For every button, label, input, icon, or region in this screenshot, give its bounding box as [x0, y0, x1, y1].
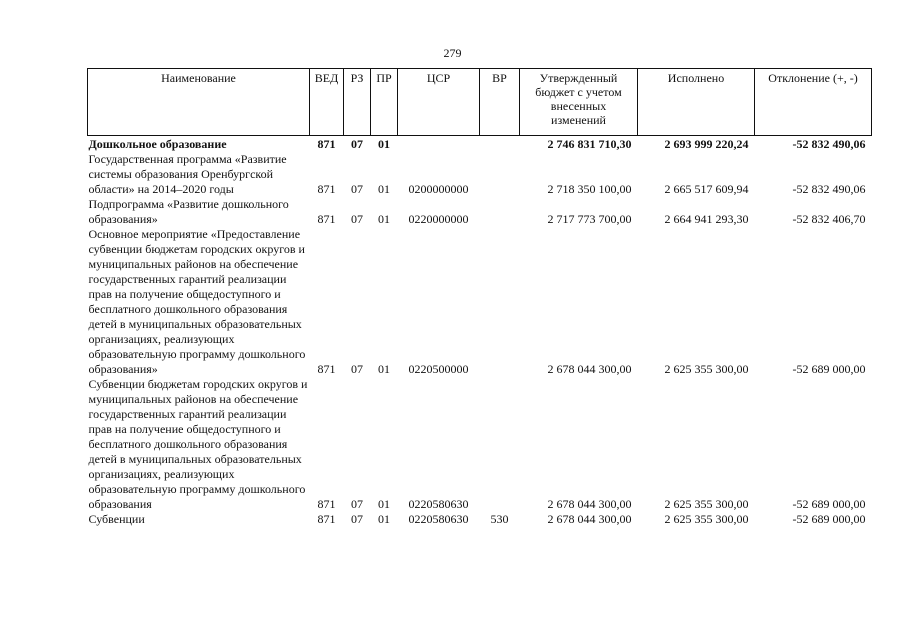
row-ved: 871 [317, 182, 336, 196]
header-executed: Исполнено [638, 69, 755, 136]
row-ved: 871 [317, 497, 336, 511]
row-name: Субвенции бюджетам городских округов и муниципальных районов на обеспечение государственных гарантий реализации прав на получение общедоступного и бесплатного дошкольного образования детей в муниципальных образовательных организациях, реализующих образовательную программу дошкольного образования [88, 377, 308, 511]
row-budget: 2 678 044 300,00 [547, 497, 632, 511]
row-executed: 2 625 355 300,00 [664, 497, 749, 511]
budget-table [87, 68, 872, 527]
row-executed: 2 625 355 300,00 [664, 362, 749, 376]
row-budget: 2 746 831 710,30 [547, 137, 632, 151]
row-deviation: -52 689 000,00 [792, 497, 866, 511]
row-executed: 2 665 517 609,94 [664, 182, 749, 196]
row-pr: 01 [378, 137, 390, 151]
row-name: Основное мероприятие «Предоставление субвенции бюджетам городских округов и муниципальных районов на обеспечение государственных гарантий реализации прав на получение общедоступного и бесплатного дошкольного образования детей в муниципальных образовательных организациях, реализующих образовательную программу дошкольного образования» [88, 227, 306, 376]
row-executed: 2 625 355 300,00 [664, 512, 749, 526]
row-ved: 871 [317, 212, 336, 226]
row-name: Дошкольное образование [88, 137, 227, 151]
row-budget: 2 718 350 100,00 [547, 182, 632, 196]
table-row [88, 512, 872, 527]
header-deviation: Отклонение (+, -) [755, 69, 872, 136]
header-ved: ВЕД [310, 69, 344, 136]
row-vr: 530 [490, 512, 509, 526]
row-executed: 2 693 999 220,24 [664, 137, 749, 151]
table-row [88, 197, 872, 227]
row-name: Государственная программа «Развитие системы образования Оренбургской области» на 2014–2020 годы [88, 152, 287, 196]
row-csr: 0220580630 [408, 497, 469, 511]
row-name: Подпрограмма «Развитие дошкольного образования» [88, 197, 289, 226]
row-ved: 871 [317, 362, 336, 376]
row-rz: 07 [351, 182, 363, 196]
row-ved: 871 [317, 512, 336, 526]
row-ved: 871 [317, 137, 336, 151]
row-csr [398, 136, 480, 153]
row-csr: 0220000000 [408, 212, 469, 226]
row-pr: 01 [378, 362, 390, 376]
row-vr [480, 377, 520, 512]
row-pr: 01 [378, 512, 390, 526]
table-row [88, 152, 872, 197]
row-rz: 07 [351, 512, 363, 526]
row-deviation: -52 832 406,70 [792, 212, 866, 226]
header-name: Наименование [88, 69, 310, 136]
row-rz: 07 [351, 362, 363, 376]
table-row [88, 377, 872, 512]
table-row [88, 227, 872, 377]
table-body [88, 136, 872, 528]
table-header-row [88, 69, 872, 136]
row-csr: 0220500000 [408, 362, 469, 376]
row-budget: 2 678 044 300,00 [547, 512, 632, 526]
row-pr: 01 [378, 182, 390, 196]
row-vr [480, 152, 520, 197]
row-deviation: -52 689 000,00 [792, 512, 866, 526]
row-vr [480, 136, 520, 153]
row-pr: 01 [378, 212, 390, 226]
row-rz: 07 [351, 212, 363, 226]
table-row [88, 136, 872, 153]
row-name: Субвенции [88, 512, 145, 526]
header-vr: ВР [480, 69, 520, 136]
page-number: 279 [443, 46, 462, 60]
row-csr: 0220580630 [408, 512, 469, 526]
row-deviation: -52 832 490,06 [792, 182, 866, 196]
row-vr [480, 227, 520, 377]
row-rz: 07 [351, 497, 363, 511]
header-rz: РЗ [344, 69, 371, 136]
header-budget: Утвержденный бюджет с учетом внесенных изменений [520, 69, 638, 136]
row-budget: 2 678 044 300,00 [547, 362, 632, 376]
row-pr: 01 [378, 497, 390, 511]
row-rz: 07 [351, 137, 363, 151]
row-vr [480, 197, 520, 227]
header-pr: ПР [371, 69, 398, 136]
row-executed: 2 664 941 293,30 [664, 212, 749, 226]
header-csr: ЦСР [398, 69, 480, 136]
row-csr: 0200000000 [408, 182, 469, 196]
row-deviation: -52 689 000,00 [792, 362, 866, 376]
row-budget: 2 717 773 700,00 [547, 212, 632, 226]
row-deviation: -52 832 490,06 [792, 137, 866, 151]
